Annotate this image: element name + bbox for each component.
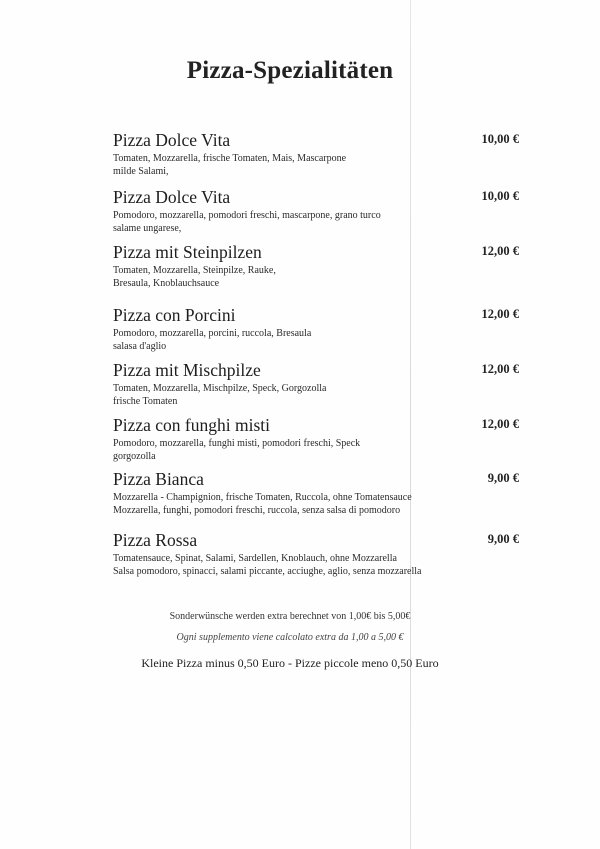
menu-item	[113, 469, 523, 517]
item-description: Tomaten, Mozzarella, Mischpilze, Speck, Gorgozolla	[113, 383, 327, 394]
item-description: Mozzarella, funghi, pomodori freschi, ruccola, senza salsa di pomodoro	[113, 505, 401, 516]
item-description: gorgozolla	[113, 451, 156, 462]
item-price: 12,00 €	[481, 244, 519, 258]
item-description: Tomaten, Mozzarella, Steinpilze, Rauke,	[113, 265, 276, 276]
item-name: Pizza mit Mischpilze	[113, 360, 261, 380]
small-pizza-note: Kleine Pizza minus 0,50 Euro - Pizze piccole meno 0,50 Euro	[141, 656, 439, 670]
item-description: salasa d'aglio	[113, 341, 167, 352]
item-name: Pizza mit Steinpilzen	[113, 242, 262, 262]
item-description: milde Salami,	[113, 166, 169, 177]
menu-item	[113, 242, 523, 290]
item-price: 10,00 €	[481, 132, 519, 146]
item-description: Salsa pomodoro, spinacci, salami piccante, acciughe, aglio, senza mozzarella	[113, 566, 422, 577]
menu-item	[113, 305, 523, 353]
item-price: 10,00 €	[481, 189, 519, 203]
menu-item	[113, 415, 523, 463]
menu-item	[113, 130, 523, 178]
item-price: 9,00 €	[487, 471, 519, 485]
item-name: Pizza con funghi misti	[113, 415, 270, 435]
item-description: Tomatensauce, Spinat, Salami, Sardellen, Knoblauch, ohne Mozzarella	[113, 553, 397, 564]
item-price: 12,00 €	[481, 417, 519, 431]
item-name: Pizza con Porcini	[113, 305, 236, 325]
menu-item	[113, 187, 523, 235]
item-description: Pomodoro, mozzarella, pomodori freschi, mascarpone, grano turco	[113, 210, 381, 221]
item-name: Pizza Bianca	[113, 469, 204, 489]
item-price: 12,00 €	[481, 307, 519, 321]
item-price: 9,00 €	[487, 532, 519, 546]
item-description: Bresaula, Knoblauchsauce	[113, 278, 220, 289]
item-description: Pomodoro, mozzarella, porcini, ruccola, Bresaula	[113, 328, 312, 339]
extra-charge-note-it: Ogni supplemento viene calcolato extra da 1,00 a 5,00 €	[176, 632, 404, 643]
item-description: frische Tomaten	[113, 396, 178, 407]
menu-item	[113, 530, 523, 578]
item-description: Tomaten, Mozzarella, frische Tomaten, Mais, Mascarpone	[113, 153, 347, 164]
extra-charge-note-de: Sonderwünsche werden extra berechnet von 1,00€ bis 5,00€	[169, 611, 411, 622]
item-description: Pomodoro, mozzarella, funghi misti, pomodori freschi, Speck	[113, 438, 361, 449]
item-description: Mozzarella - Champignion, frische Tomaten, Ruccola, ohne Tomatensauce	[113, 492, 412, 503]
page-title: Pizza-Spezialitäten	[186, 57, 394, 84]
menu-item	[113, 360, 523, 408]
item-name: Pizza Rossa	[113, 530, 198, 550]
item-price: 12,00 €	[481, 362, 519, 376]
item-name: Pizza Dolce Vita	[113, 187, 231, 207]
item-description: salame ungarese,	[113, 223, 182, 234]
item-name: Pizza Dolce Vita	[113, 130, 231, 150]
